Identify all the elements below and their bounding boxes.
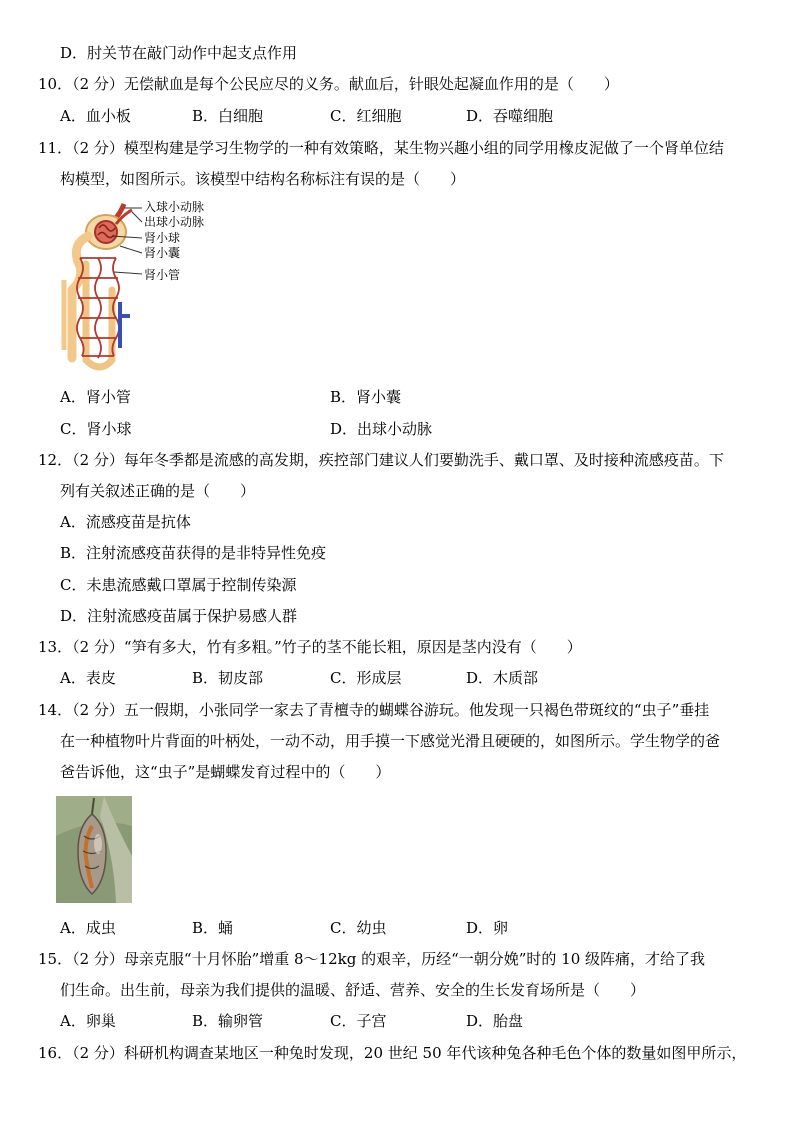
q12-option-c: C．未患流感戴口罩属于控制传染源 [60, 576, 297, 594]
q10-option-b: B．白细胞 [192, 107, 264, 125]
q12-option-b: B．注射流感疫苗获得的是非特异性免疫 [60, 544, 327, 562]
q13-option-b: B．韧皮部 [192, 669, 264, 687]
label-renal-tubule: 肾小管 [144, 268, 181, 282]
label-glomerulus: 肾小球 [144, 231, 181, 245]
q16-stem-line1: 16．（2 分）科研机构调查某地区一种兔时发现，20 世纪 50 年代该种兔各种毛色个体的数量如图甲所示， [38, 1044, 747, 1062]
label-afferent-arteriole: 入球小动脉 [144, 200, 205, 214]
q14-option-d: D．卵 [466, 919, 509, 937]
q9-option-d: D．肘关节在敲门动作中起支点作用 [60, 44, 298, 62]
q15-option-b: B．输卵管 [192, 1012, 264, 1030]
q14-option-c: C．幼虫 [330, 919, 387, 937]
q13-stem: 13．（2 分）“笋有多大，竹有多粗。”竹子的茎不能长粗，原因是茎内没有（ ） [38, 638, 582, 656]
q10-stem: 10．（2 分）无偿献血是每个公民应尽的义务。献血后，针眼处起凝血作用的是（ ） [38, 75, 619, 93]
glomerulus-shape [95, 221, 117, 243]
q11-option-a: A．肾小管 [60, 388, 131, 406]
q11-stem-line2: 构模型，如图所示。该模型中结构名称标注有误的是（ ） [60, 170, 466, 188]
q12-option-a: A．流感疫苗是抗体 [60, 513, 191, 531]
q12-stem-line1: 12．（2 分）每年冬季都是流感的高发期，疾控部门建议人们要勤洗手、戴口罩、及时接种流感疫苗。下 [38, 451, 724, 469]
nephron-model-figure [58, 198, 238, 376]
q13-option-c: C．形成层 [330, 669, 402, 687]
q10-option-c: C．红细胞 [330, 107, 402, 125]
q11-option-d: D．出球小动脉 [330, 420, 433, 438]
leader-line [120, 246, 142, 253]
chrysalis-photo [56, 796, 132, 903]
q11-stem-line1: 11．（2 分）模型构建是学习生物学的一种有效策略，某生物兴趣小组的同学用橡皮泥做了一个肾单位结 [38, 139, 724, 157]
q11-option-b: B．肾小囊 [330, 388, 402, 406]
q14-option-a: A．成虫 [60, 919, 116, 937]
leader-line [114, 272, 142, 274]
q11-option-c: C．肾小球 [60, 420, 132, 438]
q15-stem-line2: 们生命。出生前，母亲为我们提供的温暖、舒适、营养、安全的生长发育场所是（ ） [60, 981, 646, 999]
q14-option-b: B．蛹 [192, 919, 234, 937]
q15-option-a: A．卵巢 [60, 1012, 116, 1030]
q14-stem-line3: 爸告诉他，这“虫子”是蝴蝶发育过程中的（ ） [60, 763, 391, 781]
q15-option-c: C．子宫 [330, 1012, 387, 1030]
label-efferent-arteriole: 出球小动脉 [144, 215, 205, 229]
chrysalis-image [56, 796, 132, 903]
q13-option-a: A．表皮 [60, 669, 116, 687]
renal-vein-shape [120, 302, 130, 348]
leader-line [132, 212, 142, 222]
label-bowmans-capsule: 肾小囊 [144, 246, 181, 260]
q10-option-d: D．吞噬细胞 [466, 107, 554, 125]
q15-option-d: D．胎盘 [466, 1012, 524, 1030]
q12-stem-line2: 列有关叙述正确的是（ ） [60, 482, 256, 500]
q10-option-a: A．血小板 [60, 107, 131, 125]
q12-option-d: D．注射流感疫苗属于保护易感人群 [60, 607, 298, 625]
q14-stem-line2: 在一种植物叶片背面的叶柄处，一动不动，用手摸一下感觉光滑且硬硬的，如图所示。学生物学的爸 [60, 732, 721, 750]
q13-option-d: D．木质部 [466, 669, 539, 687]
chrysalis-highlight [94, 834, 102, 854]
q15-stem-line1: 15．（2 分）母亲克服“十月怀胎”增重 8～12kg 的艰辛，历经“一朝分娩”时的 10 级阵痛，才给了我 [38, 950, 706, 968]
q14-stem-line1: 14．（2 分）五一假期，小张同学一家去了青檀寺的蝴蝶谷游玩。他发现一只褐色带斑纹的“虫子”垂挂 [38, 701, 710, 719]
